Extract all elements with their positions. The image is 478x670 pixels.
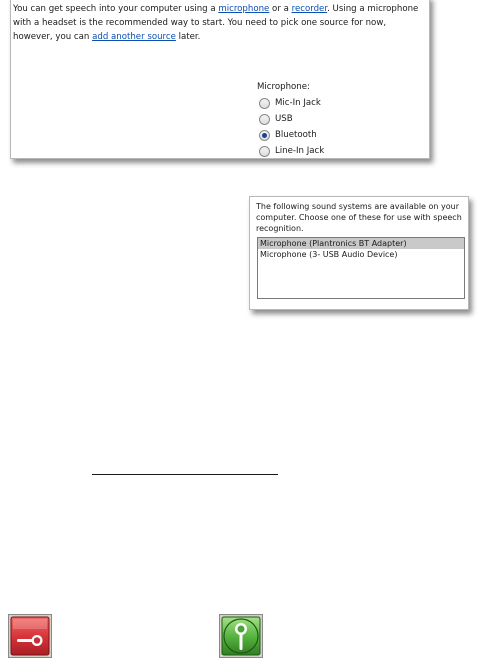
radio-mic-in-jack[interactable] xyxy=(257,95,417,111)
radio-button[interactable] xyxy=(259,98,270,109)
radio-label: Bluetooth xyxy=(275,130,317,140)
radio-label: USB xyxy=(275,114,293,124)
divider-line xyxy=(92,474,278,475)
microphone-group-label: Microphone: xyxy=(257,82,310,92)
radio-line-in-jack[interactable] xyxy=(257,143,417,159)
radio-usb[interactable] xyxy=(257,111,417,127)
sound-system-panel xyxy=(249,196,469,310)
microphone-radio-group xyxy=(257,80,417,159)
intro-text-part2: or a xyxy=(269,4,292,14)
radio-button[interactable] xyxy=(259,114,270,125)
radio-label: Mic-In Jack xyxy=(275,98,321,108)
radio-button[interactable] xyxy=(259,146,270,157)
intro-text xyxy=(13,2,425,44)
sound-system-description: The following sound systems are available on your computer. Choose one of these for use with speech recognition. xyxy=(256,202,462,233)
list-item[interactable]: Microphone (3- USB Audio Device) xyxy=(260,250,398,259)
intro-text-part4: later. xyxy=(175,32,201,42)
radio-button-selected[interactable] xyxy=(259,130,270,141)
audio-source-panel xyxy=(10,0,430,159)
intro-text-part1: You can get speech into your computer using a xyxy=(13,4,219,14)
microphone-on-icon xyxy=(219,614,263,658)
microphone-link[interactable]: microphone xyxy=(218,4,270,14)
radio-bluetooth[interactable] xyxy=(257,127,417,143)
microphone-off-icon xyxy=(8,614,52,658)
sound-device-list[interactable] xyxy=(257,237,465,299)
intro-text-part3: . Using a microphone with a headset is the recommended way to start. You need to pick one source for now, however, you can xyxy=(13,4,419,42)
add-another-source-link[interactable]: add another source xyxy=(92,32,176,42)
radio-label: Line-In Jack xyxy=(275,146,325,156)
list-item-selected[interactable]: Microphone (Plantronics BT Adapter) xyxy=(258,238,464,249)
recorder-link[interactable]: recorder xyxy=(291,4,328,14)
